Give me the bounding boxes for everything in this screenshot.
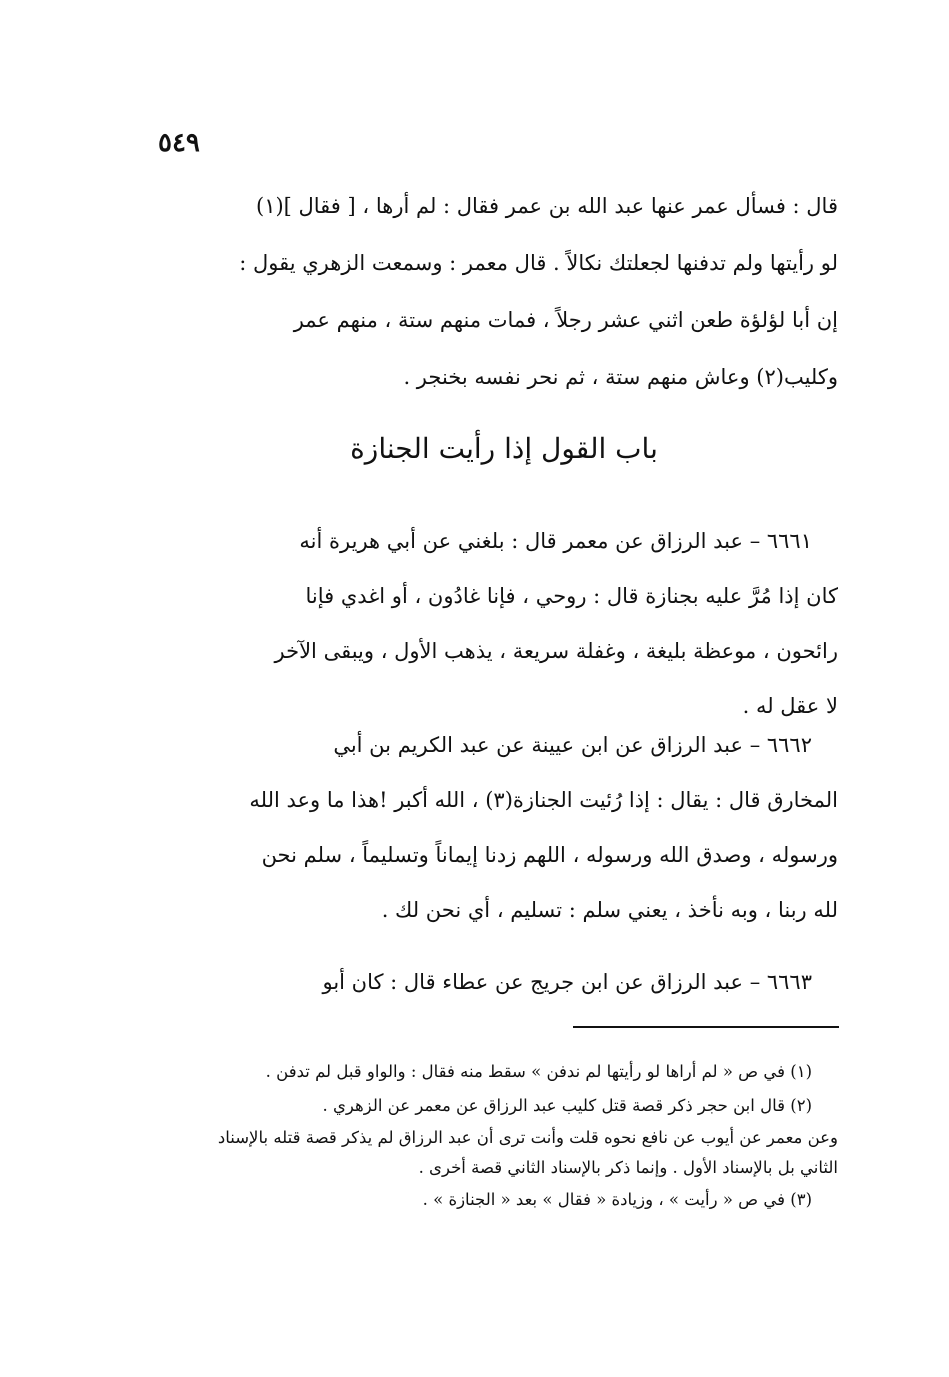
chapter-title: باب القول إذا رأيت الجنازة: [350, 432, 658, 465]
footnote-2-line: وعن معمر عن أيوب عن نافع نحوه قلت وأنت ترى أن عبد الرزاق لم يذكر قصة قتله بالإسناد: [217, 1128, 838, 1147]
hadith-line: لا عقل له .: [742, 694, 838, 718]
footnote-1: (١) في ص « لم أراها لو رأيتها لم ندفن » سقط منه فقال : والواو قبل لم تدفن .: [265, 1062, 812, 1081]
hadith-line: لله ربنا ، وبه نأخذ ، يعني سلم : تسليم ، أي نحن لك .: [381, 898, 838, 922]
hadith-line: المخارق قال : يقال : إذا رُئيت الجنازة(٣) ، الله أكبر !هذا ما وعد الله: [249, 788, 838, 812]
footnotes: [170, 1055, 838, 1217]
hadith-line: ٦٦٦٢ – عبد الرزاق عن ابن عيينة عن عبد الكريم بن أبي: [333, 733, 812, 757]
intro-line: قال : فسأل عمر عنها عبد الله بن عمر فقال : لم أرها ، [ فقال ](١): [255, 194, 838, 218]
hadith-line: رائحون ، موعظة بليغة ، وغفلة سريعة ، يذهب الأول ، ويبقى الآخر: [274, 639, 838, 663]
footnote-2-line: (٢) قال ابن حجر ذكر قصة قتل كليب عبد الرزاق عن معمر عن الزهري .: [322, 1096, 812, 1115]
hadith-line: ورسوله ، وصدق الله ورسوله ، اللهم زدنا إيماناً وتسليماً ، سلم نحن: [261, 843, 838, 867]
intro-paragraph: [170, 178, 838, 406]
hadith-6662: [170, 718, 838, 938]
intro-line: إن أبا لؤلؤة طعن اثني عشر رجلاً ، فمات منهم ستة ، منهم عمر: [293, 308, 838, 332]
page-number: ٥٤٩: [158, 128, 200, 158]
hadith-line: كان إذا مُرَّ عليه بجنازة قال : روحي ، فإنا غادُون ، أو اغدي فإنا: [305, 584, 838, 608]
footnote-3: (٣) في ص « رأيت » ، وزيادة « فقال » بعد « الجنازة » .: [422, 1190, 812, 1209]
hadith-6663: [170, 955, 838, 1010]
hadith-line: ٦٦٦٣ – عبد الرزاق عن ابن جريج عن عطاء قال : كان أبو: [322, 970, 812, 994]
hadith-line: ٦٦٦١ – عبد الرزاق عن معمر قال : بلغني عن أبي هريرة أنه: [299, 529, 812, 553]
footnote-2-line: الثاني بل بالإسناد الأول . وإنما ذكر بالإسناد الثاني قصة أخرى .: [418, 1158, 838, 1177]
intro-line: وكليب(٢) وعاش منهم ستة ، ثم نحر نفسه بخنجر .: [403, 365, 838, 389]
intro-line: لو رأيتها ولم تدفنها لجعلتك نكالاً . قال معمر : وسمعت الزهري يقول :: [239, 251, 838, 275]
hadith-6661: [170, 514, 838, 734]
footnote-divider: [573, 1026, 839, 1028]
